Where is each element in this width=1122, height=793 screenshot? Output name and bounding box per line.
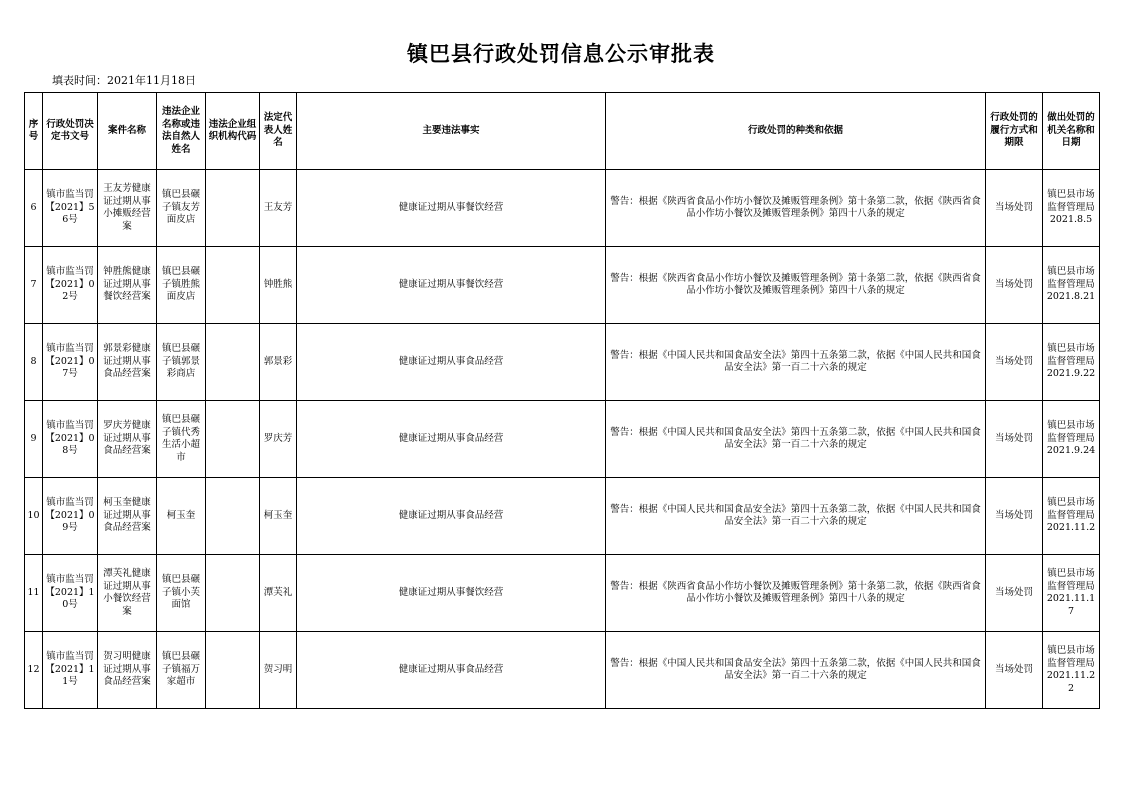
cell-execution: 当场处罚 [986,170,1043,247]
cell-facts: 健康证过期从事食品经营 [297,324,606,401]
cell-case-name: 王友芳健康证过期从事小摊贩经营案 [98,170,157,247]
cell-doc-no: 镇市监当罚【2021】08号 [43,401,98,478]
fill-date: 填表时间：2021年11月18日 [52,74,196,87]
cell-seq: 7 [25,247,43,324]
cell-org-code [206,478,260,555]
cell-org-code [206,632,260,709]
cell-org-code [206,170,260,247]
header-party-name: 违法企业名称或违法自然人姓名 [157,93,206,170]
cell-legal-rep: 柯玉奎 [260,478,297,555]
cell-org-code [206,247,260,324]
cell-facts: 健康证过期从事食品经营 [297,401,606,478]
page-title: 镇巴县行政处罚信息公示审批表 [407,41,715,66]
header-seq: 序号 [25,93,43,170]
cell-authority: 镇巴县市场监督管理局2021.9.22 [1043,324,1100,401]
cell-authority: 镇巴县市场监督管理局2021.11.2 [1043,478,1100,555]
cell-doc-no: 镇市监当罚【2021】09号 [43,478,98,555]
table-row [25,632,1100,709]
cell-execution: 当场处罚 [986,401,1043,478]
cell-execution: 当场处罚 [986,632,1043,709]
cell-authority: 镇巴县市场监督管理局2021.8.5 [1043,170,1100,247]
table-row [25,478,1100,555]
cell-seq: 11 [25,555,43,632]
cell-party-name: 镇巴县碾子镇友芳面皮店 [157,170,206,247]
cell-legal-rep: 罗庆芳 [260,401,297,478]
cell-case-name: 柯玉奎健康证过期从事食品经营案 [98,478,157,555]
cell-party-name: 镇巴县碾子镇代秀生活小超市 [157,401,206,478]
cell-facts: 健康证过期从事食品经营 [297,478,606,555]
table-row [25,247,1100,324]
cell-seq: 10 [25,478,43,555]
header-execution: 行政处罚的履行方式和期限 [986,93,1043,170]
cell-legal-rep: 贺习明 [260,632,297,709]
cell-penalty: 警告：根据《陕西省食品小作坊小餐饮及摊贩管理条例》第十条第二款，依据《陕西省食品小作坊小餐饮及摊贩管理条例》第四十八条的规定 [606,170,986,247]
cell-case-name: 罗庆芳健康证过期从事食品经营案 [98,401,157,478]
cell-party-name: 镇巴县碾子镇郭景彩商店 [157,324,206,401]
table-row [25,401,1100,478]
cell-party-name: 镇巴县碾子镇胜熊面皮店 [157,247,206,324]
cell-legal-rep: 郭景彩 [260,324,297,401]
table-row [25,324,1100,401]
cell-party-name: 镇巴县碾子镇小芙面馆 [157,555,206,632]
cell-execution: 当场处罚 [986,555,1043,632]
table-row [25,555,1100,632]
cell-party-name: 柯玉奎 [157,478,206,555]
header-case-name: 案件名称 [98,93,157,170]
cell-doc-no: 镇市监当罚【2021】07号 [43,324,98,401]
cell-seq: 8 [25,324,43,401]
cell-seq: 9 [25,401,43,478]
header-facts: 主要违法事实 [297,93,606,170]
cell-doc-no: 镇市监当罚【2021】02号 [43,247,98,324]
header-legal-rep: 法定代表人姓名 [260,93,297,170]
cell-doc-no: 镇市监当罚【2021】11号 [43,632,98,709]
cell-authority: 镇巴县市场监督管理局2021.11.17 [1043,555,1100,632]
cell-doc-no: 镇市监当罚【2021】10号 [43,555,98,632]
cell-legal-rep: 钟胜熊 [260,247,297,324]
cell-doc-no: 镇市监当罚【2021】56号 [43,170,98,247]
cell-case-name: 郭景彩健康证过期从事食品经营案 [98,324,157,401]
cell-case-name: 潭芙礼健康证过期从事小餐饮经营案 [98,555,157,632]
table-header-row [25,93,1100,170]
cell-party-name: 镇巴县碾子镇福万家超市 [157,632,206,709]
cell-penalty: 警告：根据《陕西省食品小作坊小餐饮及摊贩管理条例》第十条第二款，依据《陕西省食品小作坊小餐饮及摊贩管理条例》第四十八条的规定 [606,555,986,632]
cell-case-name: 贺习明健康证过期从事食品经营案 [98,632,157,709]
cell-execution: 当场处罚 [986,478,1043,555]
header-penalty: 行政处罚的种类和依据 [606,93,986,170]
cell-authority: 镇巴县市场监督管理局2021.11.22 [1043,632,1100,709]
penalty-table [24,92,1100,709]
cell-facts: 健康证过期从事餐饮经营 [297,555,606,632]
cell-execution: 当场处罚 [986,324,1043,401]
cell-org-code [206,555,260,632]
cell-facts: 健康证过期从事食品经营 [297,632,606,709]
cell-facts: 健康证过期从事餐饮经营 [297,247,606,324]
header-doc-no: 行政处罚决定书文号 [43,93,98,170]
cell-execution: 当场处罚 [986,247,1043,324]
cell-penalty: 警告：根据《中国人民共和国食品安全法》第四十五条第二款，依据《中国人民共和国食品安全法》第一百二十六条的规定 [606,478,986,555]
cell-seq: 12 [25,632,43,709]
cell-case-name: 钟胜熊健康证过期从事餐饮经营案 [98,247,157,324]
cell-seq: 6 [25,170,43,247]
cell-authority: 镇巴县市场监督管理局2021.9.24 [1043,401,1100,478]
cell-legal-rep: 潭芙礼 [260,555,297,632]
header-authority: 做出处罚的机关名称和日期 [1043,93,1100,170]
cell-authority: 镇巴县市场监督管理局2021.8.21 [1043,247,1100,324]
table-row [25,170,1100,247]
cell-org-code [206,324,260,401]
cell-penalty: 警告：根据《陕西省食品小作坊小餐饮及摊贩管理条例》第十条第二款，依据《陕西省食品小作坊小餐饮及摊贩管理条例》第四十八条的规定 [606,247,986,324]
cell-penalty: 警告：根据《中国人民共和国食品安全法》第四十五条第二款，依据《中国人民共和国食品安全法》第一百二十六条的规定 [606,632,986,709]
cell-legal-rep: 王友芳 [260,170,297,247]
cell-org-code [206,401,260,478]
cell-penalty: 警告：根据《中国人民共和国食品安全法》第四十五条第二款，依据《中国人民共和国食品安全法》第一百二十六条的规定 [606,401,986,478]
cell-facts: 健康证过期从事餐饮经营 [297,170,606,247]
cell-penalty: 警告：根据《中国人民共和国食品安全法》第四十五条第二款，依据《中国人民共和国食品安全法》第一百二十六条的规定 [606,324,986,401]
header-org-code: 违法企业组织机构代码 [206,93,260,170]
